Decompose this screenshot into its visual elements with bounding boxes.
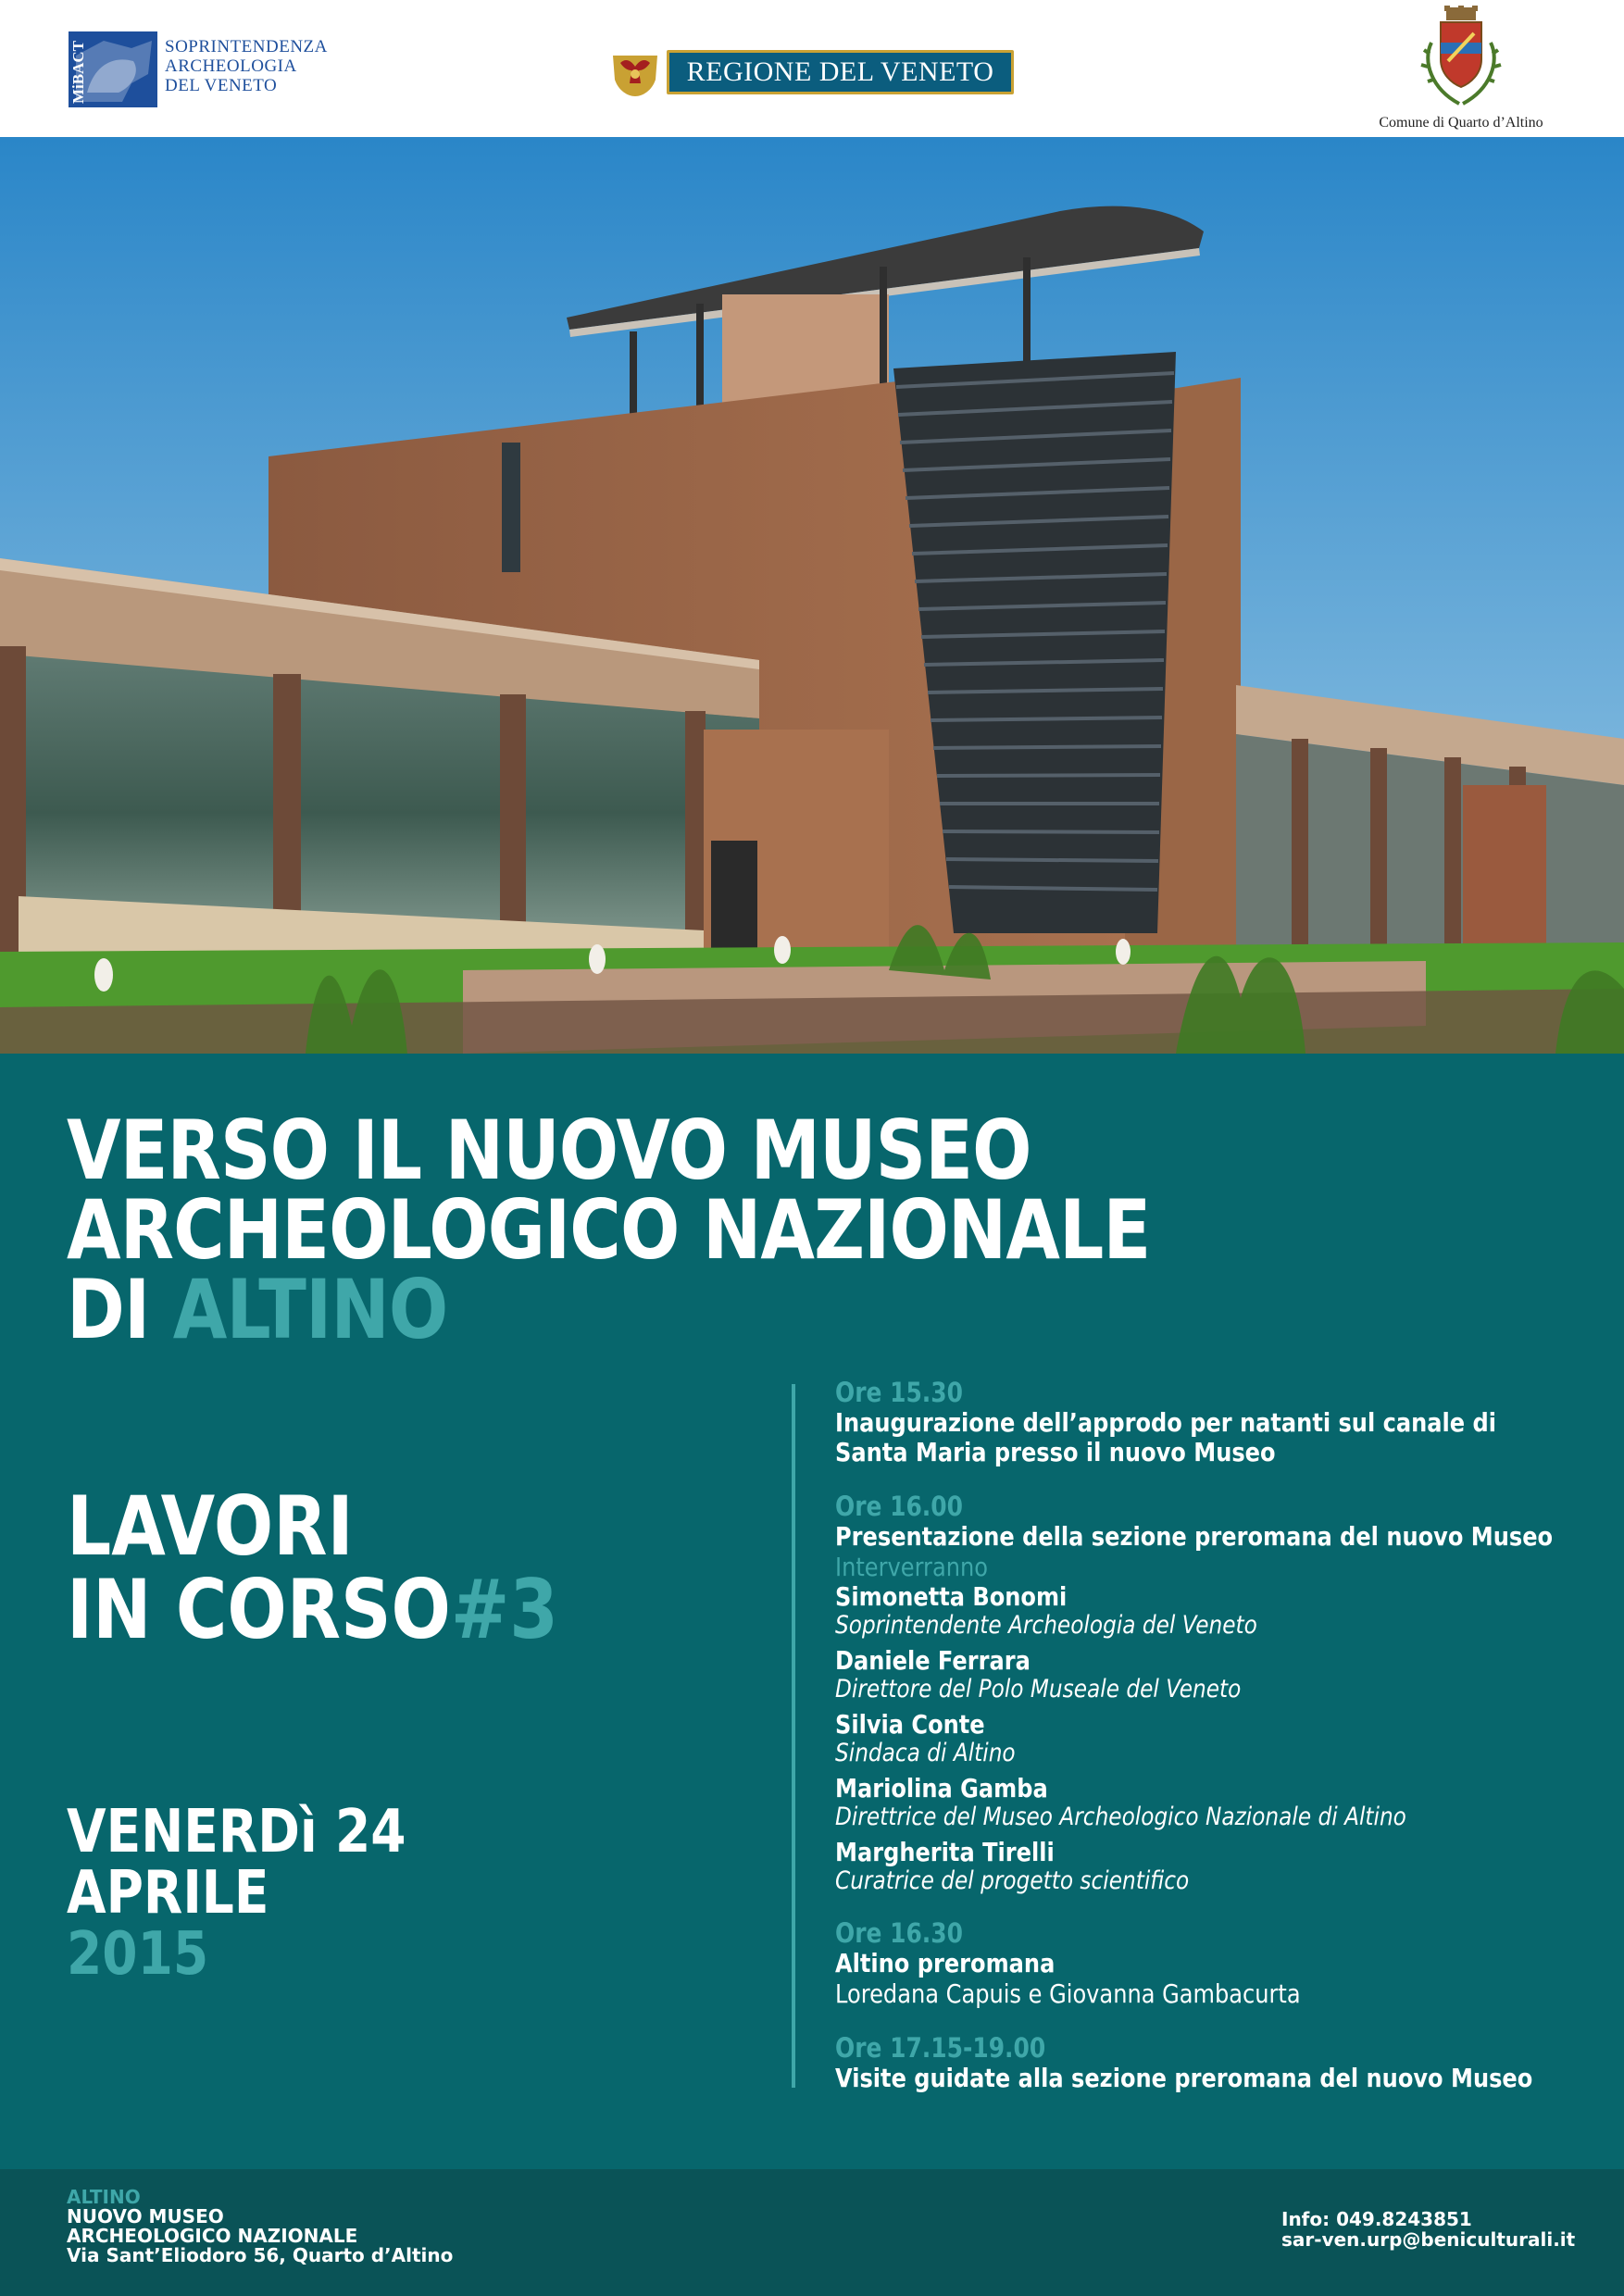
- date-year: 2015: [67, 1920, 209, 1989]
- speaker-name: Margherita Tirelli: [835, 1837, 1055, 1867]
- title-line: ARCHEOLOGICO NAZIONALE: [67, 1182, 1151, 1278]
- speaker-name: Mariolina Gamba: [835, 1773, 1048, 1803]
- speaker-name: Simonetta Bonomi: [835, 1581, 1068, 1612]
- event-title: Inaugurazione dell’approdo per natanti sul canale di: [835, 1407, 1496, 1438]
- event-speakers: Loredana Capuis e Giovanna Gambacurta: [835, 1978, 1301, 2009]
- title-line: [67, 1262, 1150, 1357]
- footer-address: Via Sant’Eliodoro 56, Quarto d’Altino: [67, 2244, 454, 2266]
- content-panel: [0, 1054, 1624, 2169]
- speakers-label: Interverranno: [835, 1552, 988, 1582]
- footer-place: ALTINO: [67, 2186, 141, 2208]
- event-subtitle: [67, 1479, 558, 1657]
- speaker-role: Direttore del Polo Museale del Veneto: [835, 1675, 1242, 1703]
- page-title: [67, 1103, 1151, 1357]
- winged-lion-icon: [609, 46, 661, 98]
- subtitle-line: LAVORI: [67, 1479, 354, 1574]
- program-divider: [792, 1384, 795, 2088]
- speaker-role: Direttrice del Museo Archeologico Nazionale di Altino: [835, 1803, 1406, 1831]
- regione-veneto-logo: [609, 46, 1014, 98]
- event-time: Ore 16.00: [835, 1491, 963, 1522]
- museum-building-image: [0, 137, 1624, 1054]
- title-prefix: DI: [67, 1262, 173, 1357]
- footer: [0, 2169, 1624, 2296]
- subtitle-line: [67, 1562, 558, 1657]
- program-item: [835, 1491, 1613, 1896]
- title-accent: ALTINO: [172, 1262, 448, 1357]
- footer-line: ARCHEOLOGICO NAZIONALE: [67, 2225, 358, 2247]
- sar-line: ARCHEOLOGIA: [165, 56, 297, 76]
- speaker-name: Silvia Conte: [835, 1709, 985, 1740]
- event-date: [67, 1798, 406, 1989]
- speaker: [835, 1839, 1613, 1896]
- speaker-role: Soprintendente Archeologia del Veneto: [835, 1611, 1257, 1640]
- date-line: APRILE: [67, 1859, 269, 1928]
- speaker: [835, 1711, 1613, 1768]
- speaker-role: Sindaca di Altino: [835, 1739, 1016, 1767]
- footer-line: NUOVO MUSEO: [67, 2205, 224, 2227]
- coat-of-arms-icon: [1413, 6, 1509, 117]
- mibac-logo-icon: [67, 28, 159, 111]
- speaker-name: Daniele Ferrara: [835, 1645, 1031, 1676]
- date-line: VENERDì 24: [67, 1798, 406, 1866]
- program-item: [835, 1378, 1613, 1467]
- title-line: VERSO IL NUOVO MUSEO: [67, 1103, 1031, 1198]
- program-item: [835, 1918, 1613, 2009]
- footer-email[interactable]: sar-ven.urp@beniculturali.it: [1281, 2228, 1576, 2251]
- event-title: Altino preromana: [835, 1948, 1056, 1978]
- speaker: [835, 1583, 1613, 1641]
- sar-line: DEL VENETO: [165, 76, 278, 95]
- event-program: [835, 1378, 1613, 2093]
- museum-photo: [0, 137, 1624, 1054]
- event-time: Ore 15.30: [835, 1377, 963, 1408]
- speaker-role: Curatrice del progetto scientifico: [835, 1866, 1190, 1895]
- soprintendenza-name: [165, 37, 328, 95]
- contact-info: [1281, 2209, 1575, 2250]
- subtitle-accent: #3: [450, 1562, 558, 1657]
- event-time: Ore 16.30: [835, 1917, 963, 1949]
- event-title: Visite guidate alla sezione preromana del nuovo Museo: [835, 2063, 1533, 2093]
- program-item: [835, 2033, 1613, 2093]
- veneto-band: [667, 50, 1014, 94]
- speaker: [835, 1647, 1613, 1704]
- comune-label: Comune di Quarto d’Altino: [1379, 115, 1543, 131]
- sar-line: SOPRINTENDENZA: [165, 37, 328, 56]
- regione-veneto-label: REGIONE DEL VENETO: [686, 56, 994, 87]
- mibac-mark-text: MiBACT: [69, 41, 87, 104]
- footer-phone: Info: 049.8243851: [1281, 2208, 1472, 2230]
- event-time: Ore 17.15-19.00: [835, 2032, 1046, 2064]
- event-title: Santa Maria presso il nuovo Museo: [835, 1437, 1276, 1467]
- museum-address: [67, 2188, 453, 2265]
- event-title: Presentazione della sezione preromana del nuovo Museo: [835, 1521, 1554, 1552]
- soprintendenza-logo: [67, 28, 354, 113]
- comune-logo: [1350, 6, 1572, 133]
- header-logos: [0, 0, 1624, 137]
- subtitle-text: IN CORSO: [67, 1562, 451, 1657]
- speaker: [835, 1775, 1613, 1832]
